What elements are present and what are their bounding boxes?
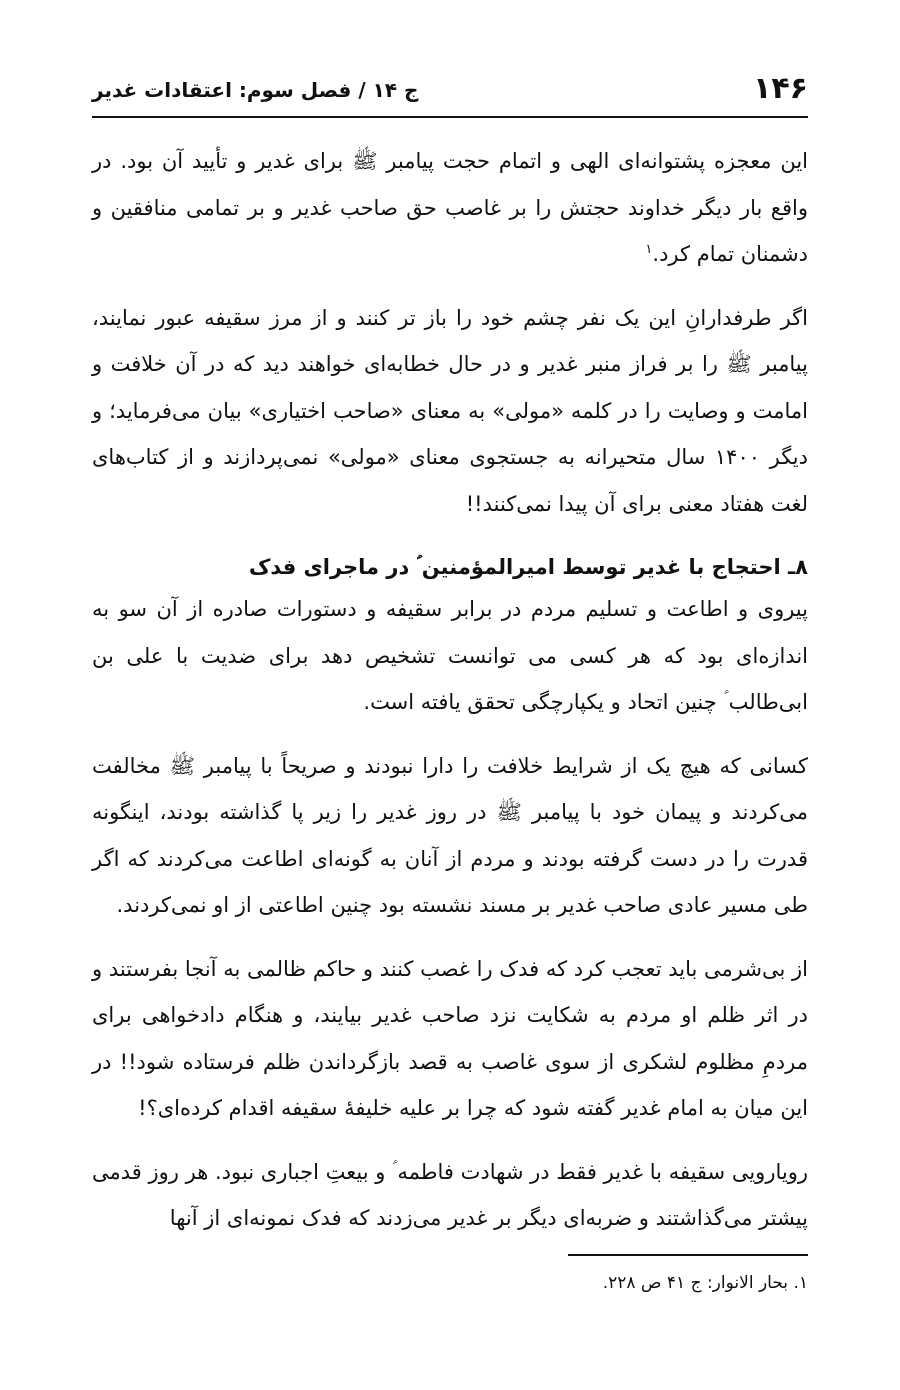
paragraph-2: اگر طرفدارانِ این یک نفر چشم خود را باز تر کنند و از مرز سقیفه عبور نمایند، پیامبر ﷺ را بر فراز منبر غدیر و در حال خطابه‌ای خواهند دید که در آن خلافت و امامت و وصایت را در کلمه «مولی» به معنای «صاحب اختیاری» بیان می‌فرماید؛ و دیگر ۱۴۰۰ سال متحیرانه به جستجوی معنای «مولی» نمی‌پردازند و از کتاب‌های لغت هفتاد معنی برای آن پیدا نمی‌کنند!! — [92, 305, 808, 516]
footnote: ۱. بحار الانوار: ج ۴۱ ص ۲۲۸. — [602, 1273, 808, 1293]
header-rule — [92, 116, 808, 118]
paragraph-1 — [92, 138, 808, 278]
page-body — [92, 138, 808, 1259]
section-paragraph-3: از بی‌شرمی باید تعجب کرد که فدک را غصب کنند و حاکم ظالمی به آنجا بفرستند و در اثر ظلم او مردم به شکایت نزد صاحب غدیر بیایند، و هنگام دادخواهی برای مردمِ مظلوم لشکری از سوی غاصب به قصد بازگرداندن ظلم فرستاده شود!! در این میان به امام غدیر گفته شود که چرا بر علیه خلیفهٔ سقیفه اقدام کرده‌ای؟! — [92, 956, 808, 1120]
section-heading: ۸ـ احتجاج با غدیر توسط امیرالمؤمنین ؑ در ماجرای فدک — [248, 555, 808, 579]
footnote-marker: ۱ — [645, 242, 653, 257]
page-number: ۱۴۶ — [753, 71, 808, 106]
footnote-rule — [568, 1254, 808, 1256]
section-paragraph-1: پیروی و اطاعت و تسلیم مردم در برابر سقیفه و دستورات صادره از آن سو به اندازه‌ای بود که هر کسی می توانست تشخیص دهد برای ضدیت با علی بن ابی‌طالب ؑ چنین اتحاد و یکپارچگی تحقق یافته است. — [92, 597, 808, 714]
running-head: ج ۱۴ / فصل سوم: اعتقادات غدیر — [92, 78, 419, 102]
page-header — [92, 66, 808, 108]
book-page — [92, 0, 808, 1390]
section-paragraph-4: رویارویی سقیفه با غدیر فقط در شهادت فاطمه ؑ و بیعتِ اجباری نبود. هر روز قدمی پیشتر می‌گذاشتند و ضربه‌ای دیگر بر غدیر می‌زدند که فدک نمونه‌ای از آنها — [92, 1159, 808, 1230]
section-paragraph-2: کسانی که هیچ یک از شرایط خلافت را دارا نبودند و صریحاً با پیامبر ﷺ مخالفت می‌کردند و پیمان خود با پیامبر ﷺ در روز غدیر را زیر پا گذاشته بودند، اینگونه قدرت را در دست گرفته بودند و مردم از آنان به گونه‌ای اطاعت می‌کردند که اگر طی مسیر عادی صاحب غدیر بر مسند نشسته بود چنین اطاعتی از او نمی‌کردند. — [92, 753, 808, 917]
paragraph-1-text: این معجزه پشتوانه‌ای الهی و اتمام حجت پیامبر ﷺ برای غدیر و تأیید آن بود. در واقع بار دیگر خداوند حجتش را بر غاصب حق صاحب غدیر و بر تمامی منافقین و دشمنان تمام کرد. — [92, 149, 808, 266]
